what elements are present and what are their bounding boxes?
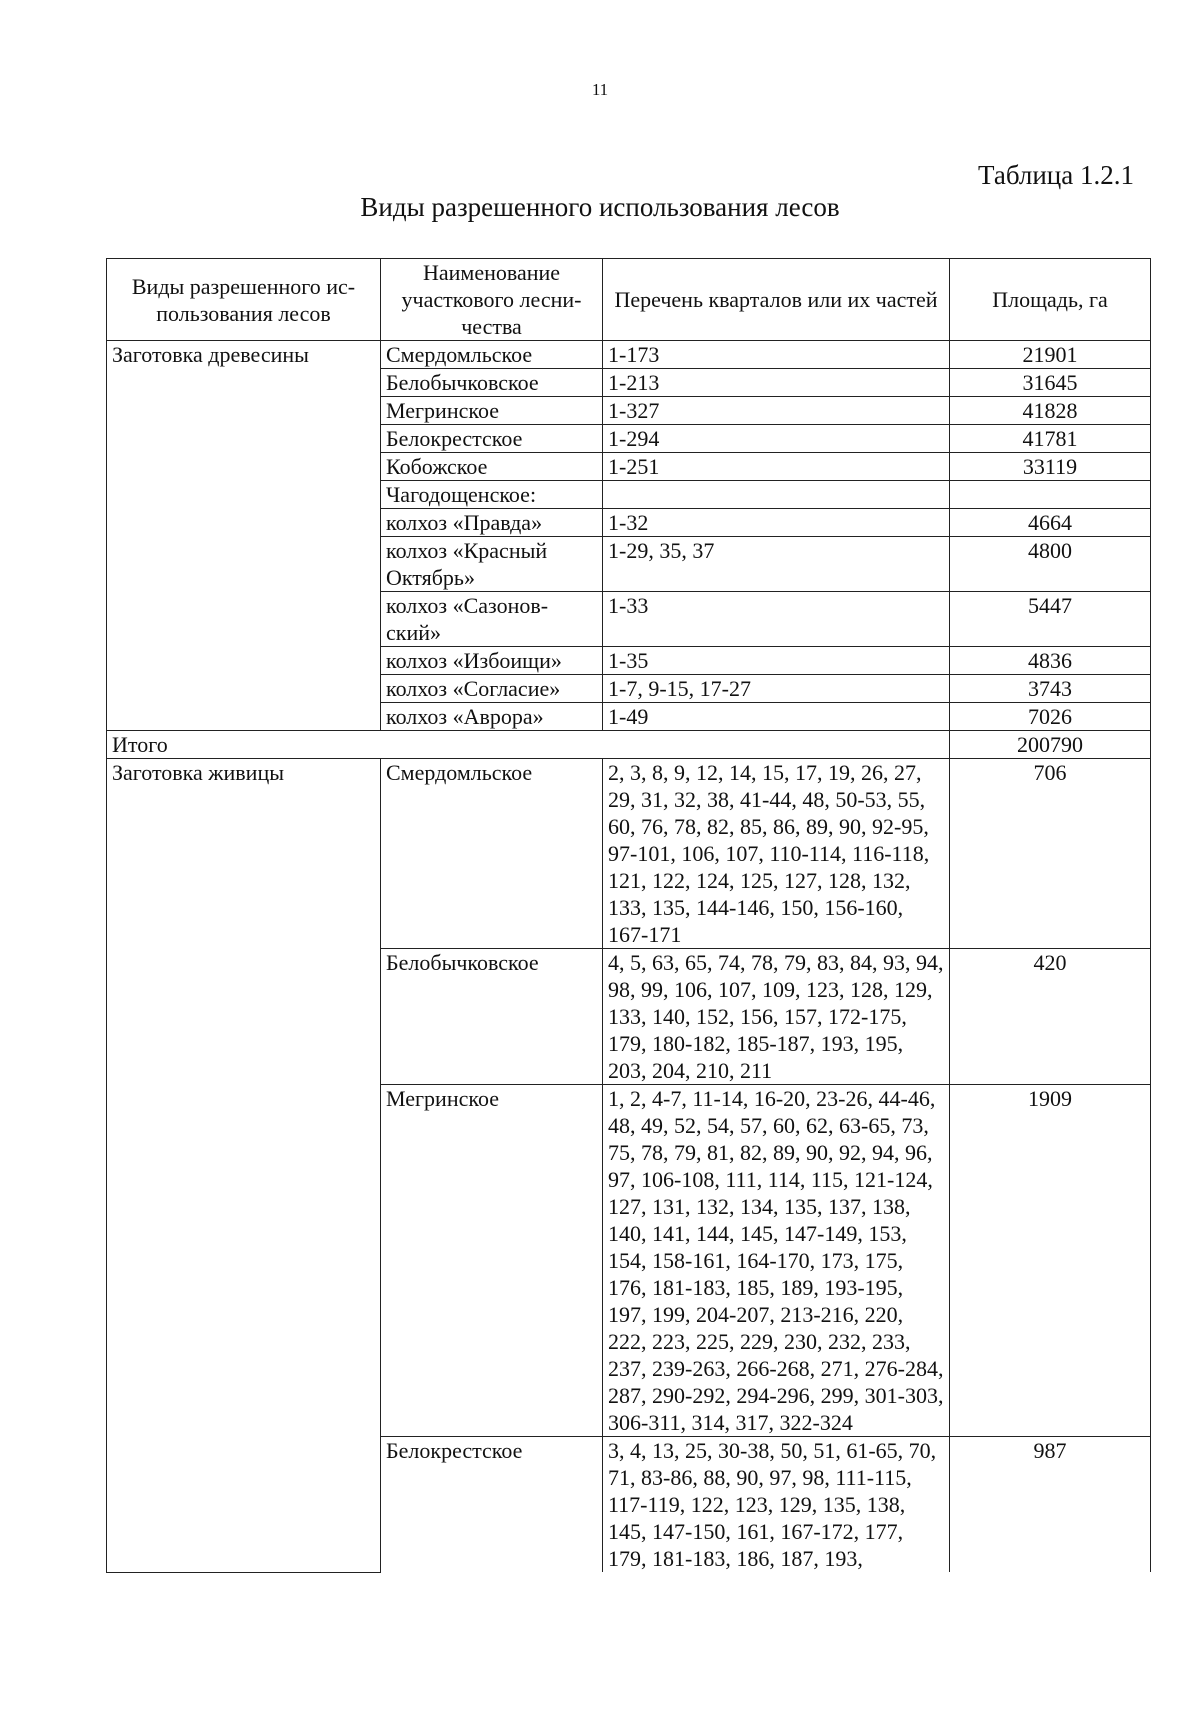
area-cell: 1909: [950, 1085, 1151, 1437]
quarters-cell: 3, 4, 13, 25, 30-38, 50, 51, 61-65, 70, 71, 83-86, 88, 90, 97, 98, 111-115, 117-119, 122, 123, 129, 135, 138, 145, 147-150, 161, 167-172, 177, 179, 181-183, 186, 187, 193,: [603, 1437, 950, 1573]
area-cell: 5447: [950, 592, 1151, 647]
forestry-cell: Белокрестское: [381, 1437, 603, 1573]
quarters-cell: [603, 481, 950, 509]
page-number: 11: [591, 80, 609, 99]
forestry-cell: Белобычковское: [381, 949, 603, 1085]
quarters-cell: 1, 2, 4-7, 11-14, 16-20, 23-26, 44-46, 48, 49, 52, 54, 57, 60, 62, 63-65, 73, 75, 78, 79, 81, 82, 89, 90, 92, 94, 96, 97, 106-108, 111, 114, 115, 121-124, 127, 131, 132, 134, 135, 137, 138, 140, 141, 144, 145, 147-149, 153, 154, 158-161, 164-170, 173, 175, 176, 181-183, 185, 189, 193-195, 197, 199, 204-207, 213-216, 220, 222, 223, 225, 229, 230, 232, 233, 237, 239-263, 266-268, 271, 276-284, 287, 290-292, 294-296, 299, 301-303, 306-311, 314, 317, 322-324: [603, 1085, 950, 1437]
quarters-cell: 1-7, 9-15, 17-27: [603, 675, 950, 703]
quarters-cell: 1-32: [603, 509, 950, 537]
header-area: Площадь, га: [950, 259, 1151, 341]
use-type-cell: Заготовка живицы: [107, 759, 381, 1573]
table-row: [107, 341, 1151, 369]
area-cell: 41781: [950, 425, 1151, 453]
quarters-cell: 1-33: [603, 592, 950, 647]
area-cell: 4800: [950, 537, 1151, 592]
quarters-cell: 1-213: [603, 369, 950, 397]
area-cell: 31645: [950, 369, 1151, 397]
forestry-cell: колхоз «Красный Октябрь»: [381, 537, 603, 592]
quarters-cell: 1-327: [603, 397, 950, 425]
area-cell: 3743: [950, 675, 1151, 703]
table-row: [107, 759, 1151, 949]
header-use-type: Виды разрешенного ис-пользования лесов: [107, 259, 381, 341]
forestry-cell: Мегринское: [381, 397, 603, 425]
forestry-cell: Белобычковское: [381, 369, 603, 397]
total-area: 200790: [950, 731, 1151, 759]
area-cell: 706: [950, 759, 1151, 949]
forestry-cell: колхоз «Избоищи»: [381, 647, 603, 675]
quarters-cell: 4, 5, 63, 65, 74, 78, 79, 83, 84, 93, 94, 98, 99, 106, 107, 109, 123, 128, 129, 133, 140, 152, 156, 157, 172-175, 179, 180-182, 185-187, 193, 195, 203, 204, 210, 211: [603, 949, 950, 1085]
use-type-cell: Заготовка древесины: [107, 341, 381, 731]
quarters-cell: 1-49: [603, 703, 950, 731]
forestry-cell: колхоз «Сазонов-ский»: [381, 592, 603, 647]
forestry-cell: колхоз «Аврора»: [381, 703, 603, 731]
quarters-cell: 1-294: [603, 425, 950, 453]
header-row: [107, 259, 1151, 341]
permitted-uses-table: [106, 258, 1151, 1573]
table-label: Таблица 1.2.1: [978, 160, 1134, 190]
forestry-cell: колхоз «Согласие»: [381, 675, 603, 703]
quarters-cell: 2, 3, 8, 9, 12, 14, 15, 17, 19, 26, 27, 29, 31, 32, 38, 41-44, 48, 50-53, 55, 60, 76, 78, 82, 85, 86, 89, 90, 92-95, 97-101, 106, 107, 110-114, 116-118, 121, 122, 124, 125, 127, 128, 132, 133, 135, 144-146, 150, 156-160, 167-171: [603, 759, 950, 949]
area-cell: [950, 481, 1151, 509]
table-title: Виды разрешенного использования лесов: [360, 192, 840, 222]
area-cell: 420: [950, 949, 1151, 1085]
forestry-cell: Чагодощенское:: [381, 481, 603, 509]
area-cell: 21901: [950, 341, 1151, 369]
forestry-cell: Смердомльское: [381, 341, 603, 369]
area-cell: 7026: [950, 703, 1151, 731]
header-forestry: Наименование участкового лесни-чества: [381, 259, 603, 341]
area-cell: 987: [950, 1437, 1151, 1573]
forestry-cell: Белокрестское: [381, 425, 603, 453]
header-quarters: Перечень кварталов или их частей: [603, 259, 950, 341]
forestry-cell: колхоз «Правда»: [381, 509, 603, 537]
area-cell: 4664: [950, 509, 1151, 537]
forestry-cell: Мегринское: [381, 1085, 603, 1437]
total-row: [107, 731, 1151, 759]
area-cell: 33119: [950, 453, 1151, 481]
forestry-cell: Кобожское: [381, 453, 603, 481]
forestry-cell: Смердомльское: [381, 759, 603, 949]
area-cell: 4836: [950, 647, 1151, 675]
quarters-cell: 1-173: [603, 341, 950, 369]
total-label: Итого: [107, 731, 950, 759]
quarters-cell: 1-251: [603, 453, 950, 481]
quarters-cell: 1-29, 35, 37: [603, 537, 950, 592]
area-cell: 41828: [950, 397, 1151, 425]
quarters-cell: 1-35: [603, 647, 950, 675]
